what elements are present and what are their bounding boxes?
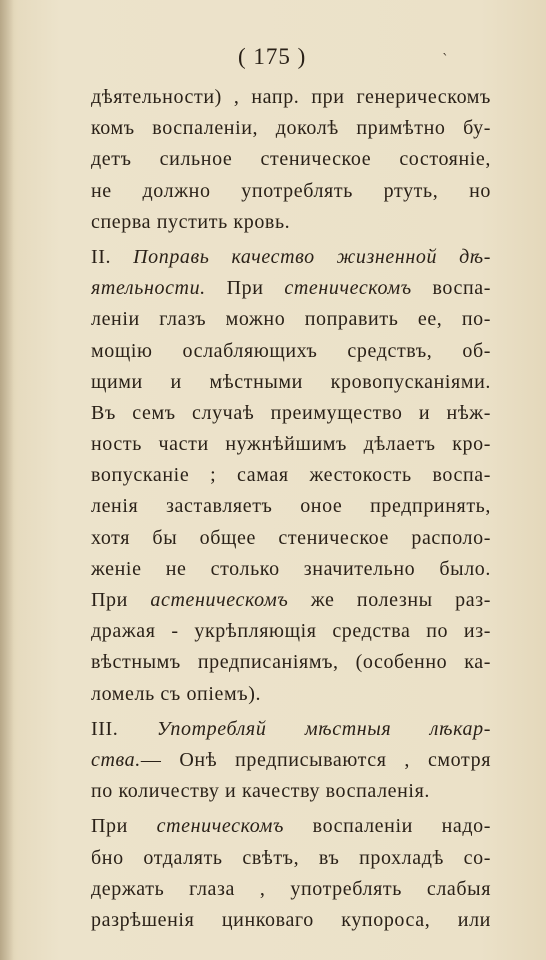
text-line: ность части нужнѣйшимъ дѣлаетъ кро- bbox=[91, 433, 491, 456]
text-line: детъ сильное стеническое состояніе, bbox=[91, 148, 491, 171]
text-line: вопусканіе ; самая жестокость воспа- bbox=[91, 464, 491, 487]
text-line: леніи глазъ можно поправить ее, по- bbox=[91, 308, 491, 331]
body-text bbox=[91, 82, 491, 936]
text-line: щими и мѣстными кровопусканіями. bbox=[91, 370, 491, 393]
text-line: держать глаза , употреблять слабыя bbox=[91, 877, 491, 900]
text-line: ленія заставляетъ оное предпринять, bbox=[91, 495, 491, 518]
text-line: не должно употреблять ртуть, но bbox=[91, 179, 491, 202]
text-line: женіе не столько значительно было. bbox=[91, 557, 491, 580]
text-line: вѣстнымъ предписаніямъ, (особенно ка- bbox=[91, 651, 491, 674]
header-mark: ˋ bbox=[442, 52, 449, 68]
text-line: мощію ослабляющихъ средствъ, об- bbox=[91, 339, 491, 362]
text-line: комъ воспаленіи, доколѣ примѣтно бу- bbox=[91, 117, 491, 140]
text-line: ства.— Онѣ предписываются , смотря bbox=[91, 748, 491, 771]
text-line: дражая - укрѣпляющія средства по из- bbox=[91, 620, 491, 643]
text-line: хотя бы общее стеническое располо- bbox=[91, 526, 491, 549]
section-heading-2: II. Поправь качество жизненной дѣ- bbox=[91, 245, 491, 268]
text-line: ятельности. При стеническомъ воспа- bbox=[91, 277, 491, 300]
text-line: дѣятельности) , напр. при генерическомъ bbox=[91, 86, 491, 108]
section-heading-3: III. Употребляй мѣстныя лѣкар- bbox=[91, 717, 491, 740]
text-line: бно отдалять свѣтъ, въ прохладѣ со- bbox=[91, 846, 491, 869]
text-line: Въ семъ случаѣ преимущество и нѣж- bbox=[91, 401, 491, 424]
text-line: сперва пустить кровь. bbox=[91, 210, 291, 233]
page-header bbox=[0, 44, 546, 74]
text-line: При стеническомъ воспаленіи надо- bbox=[91, 815, 491, 838]
text-line: ломель съ опіемъ). bbox=[91, 682, 262, 705]
spine-shadow bbox=[0, 0, 14, 960]
text-line: При астеническомъ же полезны раз- bbox=[91, 589, 491, 611]
text-line: по количеству и качеству воспаленія. bbox=[91, 780, 430, 803]
page-number: ( 175 ) bbox=[238, 44, 307, 69]
text-line: разрѣшенія цинковаго купороса, или bbox=[91, 908, 491, 931]
